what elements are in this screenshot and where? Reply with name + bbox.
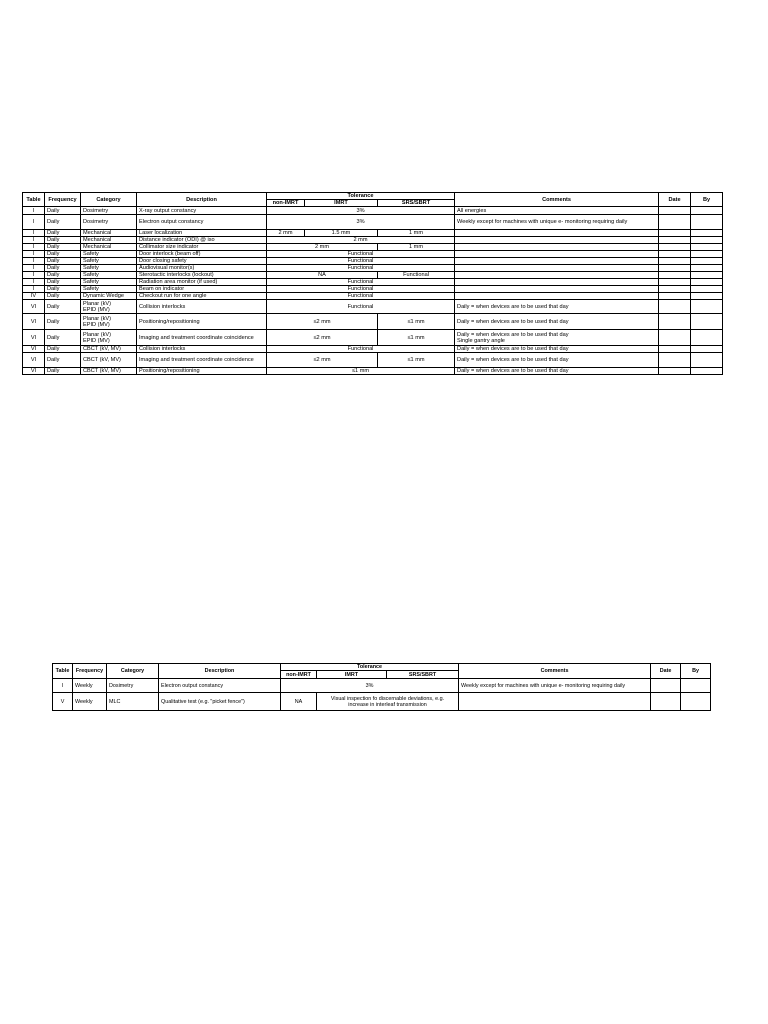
cell-by[interactable] xyxy=(691,265,723,272)
cell-date[interactable] xyxy=(659,300,691,314)
cell-comments xyxy=(455,279,659,286)
cell-tolerance: Functional xyxy=(267,300,455,314)
cell-comments: Daily = when devices are to be used that day xyxy=(455,368,659,375)
cell-frequency: Daily xyxy=(45,265,81,272)
cell-comments xyxy=(455,272,659,279)
cell-table: I xyxy=(23,272,45,279)
header-row xyxy=(23,193,723,200)
cell-category: Dynamic Wedge xyxy=(81,293,137,300)
cell-date[interactable] xyxy=(651,679,681,693)
cell-imrt: 1.5 mm xyxy=(305,230,378,237)
cell-comments xyxy=(459,693,651,711)
header-description: Description xyxy=(159,664,281,679)
header-frequency: Frequency xyxy=(45,193,81,207)
cell-date[interactable] xyxy=(659,314,691,330)
cell-date[interactable] xyxy=(659,258,691,265)
cell-by[interactable] xyxy=(691,368,723,375)
table-row xyxy=(23,244,723,251)
cell-srs-sbrt: Functional xyxy=(378,272,455,279)
header-table: Table xyxy=(53,664,73,679)
category-line: Planar (kV) xyxy=(83,300,111,307)
cell-frequency: Daily xyxy=(45,293,81,300)
cell-description: Imaging and treatment coordinate coincidence xyxy=(137,353,267,368)
cell-table: I xyxy=(23,230,45,237)
table-row xyxy=(23,272,723,279)
cell-table: VI xyxy=(23,368,45,375)
table-row xyxy=(23,314,723,330)
cell-description: X-ray output constancy xyxy=(137,207,267,215)
cell-category: Dosimetry xyxy=(81,215,137,230)
daily-qa-table xyxy=(22,192,723,375)
cell-table: VI xyxy=(23,330,45,346)
cell-description: Door closing safety xyxy=(137,258,267,265)
cell-by[interactable] xyxy=(691,258,723,265)
cell-frequency: Daily xyxy=(45,314,81,330)
cell-tolerance: ≤1 mm xyxy=(267,368,455,375)
cell-description: Collision interlocks xyxy=(137,300,267,314)
table-row xyxy=(23,258,723,265)
header-row xyxy=(53,664,711,671)
category-line: EPID (MV) xyxy=(83,306,110,313)
cell-date[interactable] xyxy=(659,237,691,244)
cell-non-imrt: NA xyxy=(281,693,317,711)
header-table: Table xyxy=(23,193,45,207)
cell-by[interactable] xyxy=(691,215,723,230)
cell-date[interactable] xyxy=(659,251,691,258)
header-tolerance: Tolerance xyxy=(281,664,459,671)
cell-description: Radiation area monitor (if used) xyxy=(137,279,267,286)
cell-non-imrt-imrt: NA xyxy=(267,272,378,279)
cell-category: Safety xyxy=(81,272,137,279)
header-by: By xyxy=(691,193,723,207)
cell-description: Positioning/repositioning xyxy=(137,314,267,330)
cell-table: V xyxy=(53,693,73,711)
cell-category: Dosimetry xyxy=(81,207,137,215)
cell-by[interactable] xyxy=(691,330,723,346)
cell-description: Qualitative test (e.g. "picket fence") xyxy=(159,693,281,711)
comment-line: Daily = when devices are to be used that day xyxy=(457,331,569,338)
cell-category: CBCT (kV, MV) xyxy=(81,346,137,353)
table-row xyxy=(23,293,723,300)
table-row xyxy=(23,265,723,272)
cell-by[interactable] xyxy=(691,286,723,293)
cell-category: Mechanical xyxy=(81,244,137,251)
cell-imrt-srs xyxy=(317,693,459,711)
cell-comments xyxy=(455,286,659,293)
cell-by[interactable] xyxy=(691,314,723,330)
cell-by[interactable] xyxy=(691,279,723,286)
header-srs-sbrt: SRS/SBRT xyxy=(378,200,455,207)
cell-by[interactable] xyxy=(691,230,723,237)
cell-date[interactable] xyxy=(659,293,691,300)
category-line: Planar (kV) xyxy=(83,315,111,322)
cell-category: Safety xyxy=(81,286,137,293)
cell-date[interactable] xyxy=(659,368,691,375)
cell-by[interactable] xyxy=(691,353,723,368)
cell-table: I xyxy=(23,237,45,244)
cell-table: VI xyxy=(23,300,45,314)
cell-srs-sbrt: ≤1 mm xyxy=(378,314,455,330)
header-description: Description xyxy=(137,193,267,207)
cell-frequency: Weekly xyxy=(73,693,107,711)
cell-comments: All energies xyxy=(455,207,659,215)
cell-table: I xyxy=(23,286,45,293)
table-row xyxy=(53,693,711,711)
cell-frequency: Daily xyxy=(45,279,81,286)
cell-frequency: Daily xyxy=(45,215,81,230)
cell-category: Safety xyxy=(81,279,137,286)
cell-table: VI xyxy=(23,314,45,330)
header-tolerance: Tolerance xyxy=(267,193,455,200)
cell-tolerance: Functional xyxy=(267,265,455,272)
table-row xyxy=(23,279,723,286)
table-row xyxy=(23,353,723,368)
tolerance-line: increase in interleaf transmission xyxy=(348,701,427,708)
category-line: EPID (MV) xyxy=(83,337,110,344)
cell-comments: Weekly except for machines with unique e- monitoring requiring daily xyxy=(455,215,659,230)
table-row xyxy=(23,300,723,314)
cell-description: Distance indicator (ODI) @ iso xyxy=(137,237,267,244)
cell-frequency: Daily xyxy=(45,368,81,375)
cell-date[interactable] xyxy=(659,230,691,237)
header-srs-sbrt: SRS/SBRT xyxy=(387,671,459,679)
cell-description: Sterotactic interlocks (lockout) xyxy=(137,272,267,279)
cell-category xyxy=(81,330,137,346)
cell-table: I xyxy=(23,207,45,215)
cell-srs-sbrt: 1 mm xyxy=(378,244,455,251)
cell-non-imrt-imrt: 2 mm xyxy=(267,244,378,251)
cell-non-imrt-imrt: ≤2 mm xyxy=(267,330,378,346)
cell-by[interactable] xyxy=(691,207,723,215)
cell-description: Door interlock (beam off) xyxy=(137,251,267,258)
cell-description: Laser localization xyxy=(137,230,267,237)
cell-frequency: Daily xyxy=(45,300,81,314)
cell-comments xyxy=(455,265,659,272)
cell-tolerance: Functional xyxy=(267,286,455,293)
header-imrt: IMRT xyxy=(317,671,387,679)
cell-frequency: Daily xyxy=(45,244,81,251)
cell-comments xyxy=(455,244,659,251)
cell-comments xyxy=(455,258,659,265)
cell-date[interactable] xyxy=(659,286,691,293)
cell-date[interactable] xyxy=(659,207,691,215)
header-date: Date xyxy=(659,193,691,207)
table-row xyxy=(23,207,723,215)
cell-description: Audiovisual monitor(s) xyxy=(137,265,267,272)
cell-date[interactable] xyxy=(659,279,691,286)
cell-non-imrt: 2 mm xyxy=(267,230,305,237)
cell-category: CBCT (kV, MV) xyxy=(81,353,137,368)
header-non-imrt: non-IMRT xyxy=(267,200,305,207)
cell-table: VI xyxy=(23,346,45,353)
cell-frequency: Daily xyxy=(45,251,81,258)
cell-tolerance: Functional xyxy=(267,251,455,258)
header-category: Category xyxy=(81,193,137,207)
header-comments: Comments xyxy=(455,193,659,207)
cell-table: I xyxy=(23,251,45,258)
cell-category: Safety xyxy=(81,265,137,272)
cell-frequency: Daily xyxy=(45,286,81,293)
cell-category xyxy=(81,314,137,330)
cell-description: Collimator size indicator xyxy=(137,244,267,251)
cell-tolerance: 3% xyxy=(281,679,459,693)
table-row xyxy=(23,346,723,353)
cell-description: Collision interlocks xyxy=(137,346,267,353)
cell-by[interactable] xyxy=(691,244,723,251)
cell-tolerance: Functional xyxy=(267,293,455,300)
table-row xyxy=(23,368,723,375)
cell-comments xyxy=(455,230,659,237)
cell-description: Beam on indicator xyxy=(137,286,267,293)
cell-by[interactable] xyxy=(681,679,711,693)
cell-comments xyxy=(455,330,659,346)
cell-non-imrt-imrt: ≤2 mm xyxy=(267,314,378,330)
header-non-imrt: non-IMRT xyxy=(281,671,317,679)
cell-srs-sbrt: 1 mm xyxy=(378,230,455,237)
cell-table: IV xyxy=(23,293,45,300)
cell-description: Positioning/repositioning xyxy=(137,368,267,375)
cell-table: I xyxy=(53,679,73,693)
cell-table: I xyxy=(23,244,45,251)
cell-frequency: Daily xyxy=(45,346,81,353)
cell-date[interactable] xyxy=(659,272,691,279)
header-category: Category xyxy=(107,664,159,679)
cell-by[interactable] xyxy=(691,251,723,258)
cell-tolerance: Functional xyxy=(267,279,455,286)
cell-frequency: Weekly xyxy=(73,679,107,693)
cell-comments: Daily = when devices are to be used that day xyxy=(455,300,659,314)
cell-comments: Daily = when devices are to be used that day xyxy=(455,314,659,330)
header-imrt: IMRT xyxy=(305,200,378,207)
cell-category xyxy=(81,300,137,314)
table-row xyxy=(53,679,711,693)
table-row xyxy=(23,215,723,230)
cell-table: I xyxy=(23,215,45,230)
cell-category: Mechanical xyxy=(81,237,137,244)
cell-non-imrt-imrt: ≤2 mm xyxy=(267,353,378,368)
cell-comments: Daily = when devices are to be used that day xyxy=(455,346,659,353)
cell-by[interactable] xyxy=(691,346,723,353)
cell-tolerance: Functional xyxy=(267,258,455,265)
cell-tolerance: 3% xyxy=(267,215,455,230)
header-comments: Comments xyxy=(459,664,651,679)
table-row xyxy=(23,230,723,237)
cell-category: Safety xyxy=(81,258,137,265)
cell-date[interactable] xyxy=(659,346,691,353)
header-frequency: Frequency xyxy=(73,664,107,679)
cell-date[interactable] xyxy=(651,693,681,711)
cell-tolerance: 2 mm xyxy=(267,237,455,244)
cell-tolerance: 3% xyxy=(267,207,455,215)
category-line: EPID (MV) xyxy=(83,321,110,328)
comment-line: Single gantry angle xyxy=(457,337,505,344)
header-date: Date xyxy=(651,664,681,679)
table-row xyxy=(23,251,723,258)
cell-description: Electron output constancy xyxy=(159,679,281,693)
cell-description: Imaging and treatment coordinate coincidence xyxy=(137,330,267,346)
weekly-qa-table xyxy=(52,663,711,711)
cell-table: VI xyxy=(23,353,45,368)
cell-description: Electron output constancy xyxy=(137,215,267,230)
cell-srs-sbrt: ≤1 mm xyxy=(378,353,455,368)
tolerance-line: Visual inspection fo discernable deviations, e.g. xyxy=(330,695,445,702)
cell-table: I xyxy=(23,258,45,265)
cell-date[interactable] xyxy=(659,215,691,230)
cell-category: Safety xyxy=(81,251,137,258)
cell-frequency: Daily xyxy=(45,258,81,265)
cell-frequency: Daily xyxy=(45,330,81,346)
cell-frequency: Daily xyxy=(45,207,81,215)
cell-category: Dosimetry xyxy=(107,679,159,693)
cell-category: CBCT (kV, MV) xyxy=(81,368,137,375)
cell-by[interactable] xyxy=(691,237,723,244)
cell-comments: Weekly except for machines with unique e- monitoring requiring daily xyxy=(459,679,651,693)
cell-by[interactable] xyxy=(681,693,711,711)
cell-description: Checkout run for one angle xyxy=(137,293,267,300)
cell-category: MLC xyxy=(107,693,159,711)
cell-date[interactable] xyxy=(659,244,691,251)
cell-srs-sbrt: ≤1 mm xyxy=(378,330,455,346)
cell-comments xyxy=(455,251,659,258)
cell-date[interactable] xyxy=(659,353,691,368)
cell-comments: Daily = when devices are to be used that day xyxy=(455,353,659,368)
cell-frequency: Daily xyxy=(45,237,81,244)
cell-frequency: Daily xyxy=(45,230,81,237)
header-by: By xyxy=(681,664,711,679)
cell-date[interactable] xyxy=(659,330,691,346)
table-row xyxy=(23,237,723,244)
cell-table: I xyxy=(23,279,45,286)
cell-by[interactable] xyxy=(691,272,723,279)
table-row xyxy=(23,286,723,293)
cell-comments xyxy=(455,237,659,244)
table-row xyxy=(23,330,723,346)
cell-tolerance: Functional xyxy=(267,346,455,353)
cell-date[interactable] xyxy=(659,265,691,272)
category-line: Planar (kV) xyxy=(83,331,111,338)
cell-by[interactable] xyxy=(691,293,723,300)
cell-by[interactable] xyxy=(691,300,723,314)
cell-category: Mechanical xyxy=(81,230,137,237)
cell-comments xyxy=(455,293,659,300)
cell-table: I xyxy=(23,265,45,272)
cell-frequency: Daily xyxy=(45,353,81,368)
cell-frequency: Daily xyxy=(45,272,81,279)
